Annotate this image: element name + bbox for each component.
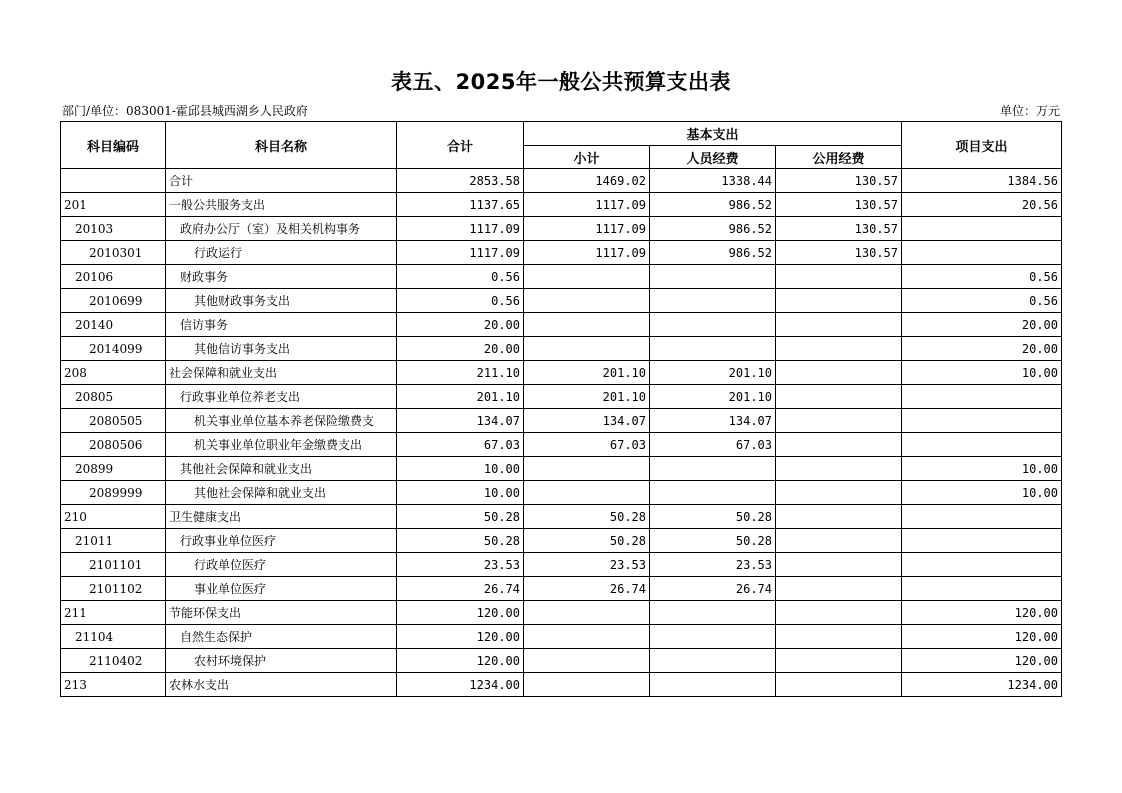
cell-name: 农林水支出 — [166, 673, 397, 697]
cell-project — [902, 529, 1062, 553]
cell-personnel — [650, 289, 776, 313]
cell-subtotal: 50.28 — [524, 505, 650, 529]
table-row — [61, 217, 1062, 241]
table-row — [61, 169, 1062, 193]
table-row — [61, 241, 1062, 265]
table-row — [61, 313, 1062, 337]
cell-personnel: 986.52 — [650, 193, 776, 217]
cell-project: 120.00 — [902, 625, 1062, 649]
cell-public — [776, 553, 902, 577]
cell-project — [902, 241, 1062, 265]
table-row — [61, 265, 1062, 289]
cell-public: 130.57 — [776, 217, 902, 241]
cell-total: 20.00 — [397, 337, 524, 361]
page-title: 表五、2025年一般公共预算支出表 — [391, 70, 731, 94]
table-row — [61, 625, 1062, 649]
cell-personnel: 201.10 — [650, 385, 776, 409]
header-personnel: 人员经费 — [650, 146, 776, 169]
cell-personnel: 986.52 — [650, 241, 776, 265]
table-row — [61, 673, 1062, 697]
cell-total: 201.10 — [397, 385, 524, 409]
cell-subtotal: 201.10 — [524, 385, 650, 409]
table-body — [61, 169, 1062, 697]
cell-code: 2089999 — [61, 481, 166, 505]
table-row — [61, 361, 1062, 385]
table-row — [61, 409, 1062, 433]
cell-subtotal: 1117.09 — [524, 193, 650, 217]
cell-total: 26.74 — [397, 577, 524, 601]
cell-subtotal — [524, 601, 650, 625]
cell-project: 10.00 — [902, 481, 1062, 505]
table-row — [61, 601, 1062, 625]
cell-total: 23.53 — [397, 553, 524, 577]
cell-name: 行政运行 — [166, 241, 397, 265]
cell-project — [902, 577, 1062, 601]
cell-personnel: 1338.44 — [650, 169, 776, 193]
cell-public: 130.57 — [776, 241, 902, 265]
cell-code: 20899 — [61, 457, 166, 481]
cell-name: 其他社会保障和就业支出 — [166, 481, 397, 505]
cell-code: 2014099 — [61, 337, 166, 361]
cell-total: 0.56 — [397, 265, 524, 289]
table-row — [61, 649, 1062, 673]
cell-subtotal — [524, 649, 650, 673]
cell-public — [776, 289, 902, 313]
cell-code: 2101102 — [61, 577, 166, 601]
cell-subtotal: 26.74 — [524, 577, 650, 601]
cell-total: 1137.65 — [397, 193, 524, 217]
cell-total: 10.00 — [397, 457, 524, 481]
cell-total: 1117.09 — [397, 217, 524, 241]
table-row — [61, 553, 1062, 577]
cell-public — [776, 649, 902, 673]
cell-project — [902, 433, 1062, 457]
cell-name: 事业单位医疗 — [166, 577, 397, 601]
cell-subtotal — [524, 289, 650, 313]
cell-personnel — [650, 649, 776, 673]
cell-name: 自然生态保护 — [166, 625, 397, 649]
cell-public — [776, 433, 902, 457]
cell-subtotal — [524, 625, 650, 649]
cell-subtotal: 201.10 — [524, 361, 650, 385]
header-code: 科目编码 — [61, 122, 166, 169]
cell-project: 1384.56 — [902, 169, 1062, 193]
cell-total: 20.00 — [397, 313, 524, 337]
cell-name: 机关事业单位职业年金缴费支出 — [166, 433, 397, 457]
cell-code: 2080506 — [61, 433, 166, 457]
cell-public — [776, 265, 902, 289]
header-subtotal: 小计 — [524, 146, 650, 169]
cell-subtotal: 50.28 — [524, 529, 650, 553]
cell-total: 134.07 — [397, 409, 524, 433]
cell-public — [776, 385, 902, 409]
cell-personnel — [650, 481, 776, 505]
cell-public: 130.57 — [776, 169, 902, 193]
cell-total: 120.00 — [397, 625, 524, 649]
cell-subtotal — [524, 337, 650, 361]
cell-personnel — [650, 265, 776, 289]
department-label: 部门/单位：083001-霍邱县城西湖乡人民政府 — [62, 104, 308, 118]
cell-personnel: 50.28 — [650, 529, 776, 553]
cell-subtotal: 67.03 — [524, 433, 650, 457]
cell-code: 2110402 — [61, 649, 166, 673]
cell-subtotal: 134.07 — [524, 409, 650, 433]
table-row — [61, 289, 1062, 313]
cell-code: 208 — [61, 361, 166, 385]
table-header — [61, 122, 1062, 169]
cell-public — [776, 337, 902, 361]
cell-name: 其他财政事务支出 — [166, 289, 397, 313]
cell-name: 卫生健康支出 — [166, 505, 397, 529]
cell-code: 21104 — [61, 625, 166, 649]
cell-code: 201 — [61, 193, 166, 217]
table-row — [61, 481, 1062, 505]
cell-code: 213 — [61, 673, 166, 697]
cell-subtotal: 1117.09 — [524, 217, 650, 241]
cell-personnel — [650, 313, 776, 337]
cell-name: 机关事业单位基本养老保险缴费支 — [166, 409, 397, 433]
cell-project: 0.56 — [902, 289, 1062, 313]
cell-public — [776, 529, 902, 553]
table-row — [61, 505, 1062, 529]
cell-project: 120.00 — [902, 601, 1062, 625]
cell-personnel — [650, 601, 776, 625]
cell-project: 10.00 — [902, 361, 1062, 385]
budget-table — [60, 121, 1062, 697]
cell-public — [776, 601, 902, 625]
header-basic: 基本支出 — [524, 122, 902, 146]
cell-name: 行政事业单位养老支出 — [166, 385, 397, 409]
cell-personnel — [650, 673, 776, 697]
cell-personnel: 67.03 — [650, 433, 776, 457]
header-total: 合计 — [397, 122, 524, 169]
cell-name: 社会保障和就业支出 — [166, 361, 397, 385]
cell-name: 农村环境保护 — [166, 649, 397, 673]
cell-personnel: 986.52 — [650, 217, 776, 241]
header-name: 科目名称 — [166, 122, 397, 169]
cell-public: 130.57 — [776, 193, 902, 217]
cell-code: 2010301 — [61, 241, 166, 265]
cell-personnel — [650, 625, 776, 649]
cell-project: 1234.00 — [902, 673, 1062, 697]
cell-total: 1117.09 — [397, 241, 524, 265]
cell-name: 行政单位医疗 — [166, 553, 397, 577]
cell-project — [902, 553, 1062, 577]
cell-code: 2010699 — [61, 289, 166, 313]
cell-project: 20.56 — [902, 193, 1062, 217]
table-row — [61, 577, 1062, 601]
cell-personnel: 23.53 — [650, 553, 776, 577]
cell-public — [776, 577, 902, 601]
cell-public — [776, 505, 902, 529]
cell-project: 10.00 — [902, 457, 1062, 481]
cell-total: 1234.00 — [397, 673, 524, 697]
table-row — [61, 337, 1062, 361]
cell-project: 120.00 — [902, 649, 1062, 673]
cell-name: 一般公共服务支出 — [166, 193, 397, 217]
cell-personnel — [650, 457, 776, 481]
cell-name: 财政事务 — [166, 265, 397, 289]
cell-name: 其他信访事务支出 — [166, 337, 397, 361]
cell-personnel — [650, 337, 776, 361]
cell-code: 20805 — [61, 385, 166, 409]
cell-code: 210 — [61, 505, 166, 529]
unit-label: 单位：万元 — [999, 104, 1060, 118]
cell-subtotal — [524, 265, 650, 289]
header-project: 项目支出 — [902, 122, 1062, 169]
cell-personnel: 201.10 — [650, 361, 776, 385]
table-row — [61, 193, 1062, 217]
table-row — [61, 457, 1062, 481]
cell-name: 节能环保支出 — [166, 601, 397, 625]
cell-total: 50.28 — [397, 529, 524, 553]
cell-subtotal — [524, 457, 650, 481]
cell-subtotal: 23.53 — [524, 553, 650, 577]
cell-personnel: 26.74 — [650, 577, 776, 601]
cell-personnel: 50.28 — [650, 505, 776, 529]
cell-total: 50.28 — [397, 505, 524, 529]
cell-personnel: 134.07 — [650, 409, 776, 433]
cell-public — [776, 673, 902, 697]
cell-subtotal: 1117.09 — [524, 241, 650, 265]
cell-public — [776, 313, 902, 337]
cell-total: 0.56 — [397, 289, 524, 313]
cell-name: 政府办公厅（室）及相关机构事务 — [166, 217, 397, 241]
cell-name: 合计 — [166, 169, 397, 193]
header-public: 公用经费 — [776, 146, 902, 169]
cell-code: 20106 — [61, 265, 166, 289]
cell-project: 0.56 — [902, 265, 1062, 289]
cell-code: 2101101 — [61, 553, 166, 577]
cell-code: 20103 — [61, 217, 166, 241]
cell-public — [776, 625, 902, 649]
cell-public — [776, 457, 902, 481]
cell-code: 21011 — [61, 529, 166, 553]
cell-project — [902, 505, 1062, 529]
cell-project — [902, 409, 1062, 433]
cell-total: 120.00 — [397, 601, 524, 625]
cell-name: 行政事业单位医疗 — [166, 529, 397, 553]
cell-subtotal: 1469.02 — [524, 169, 650, 193]
cell-subtotal — [524, 673, 650, 697]
cell-total: 211.10 — [397, 361, 524, 385]
cell-name: 其他社会保障和就业支出 — [166, 457, 397, 481]
cell-total: 2853.58 — [397, 169, 524, 193]
cell-total: 120.00 — [397, 649, 524, 673]
cell-code: 2080505 — [61, 409, 166, 433]
cell-subtotal — [524, 481, 650, 505]
cell-project — [902, 385, 1062, 409]
cell-public — [776, 409, 902, 433]
cell-code: 211 — [61, 601, 166, 625]
table-row — [61, 529, 1062, 553]
cell-project: 20.00 — [902, 337, 1062, 361]
cell-project: 20.00 — [902, 313, 1062, 337]
table-row — [61, 433, 1062, 457]
table-row — [61, 385, 1062, 409]
cell-project — [902, 217, 1062, 241]
cell-total: 10.00 — [397, 481, 524, 505]
cell-name: 信访事务 — [166, 313, 397, 337]
cell-total: 67.03 — [397, 433, 524, 457]
cell-code — [61, 169, 166, 193]
cell-subtotal — [524, 313, 650, 337]
cell-code: 20140 — [61, 313, 166, 337]
cell-public — [776, 361, 902, 385]
cell-public — [776, 481, 902, 505]
